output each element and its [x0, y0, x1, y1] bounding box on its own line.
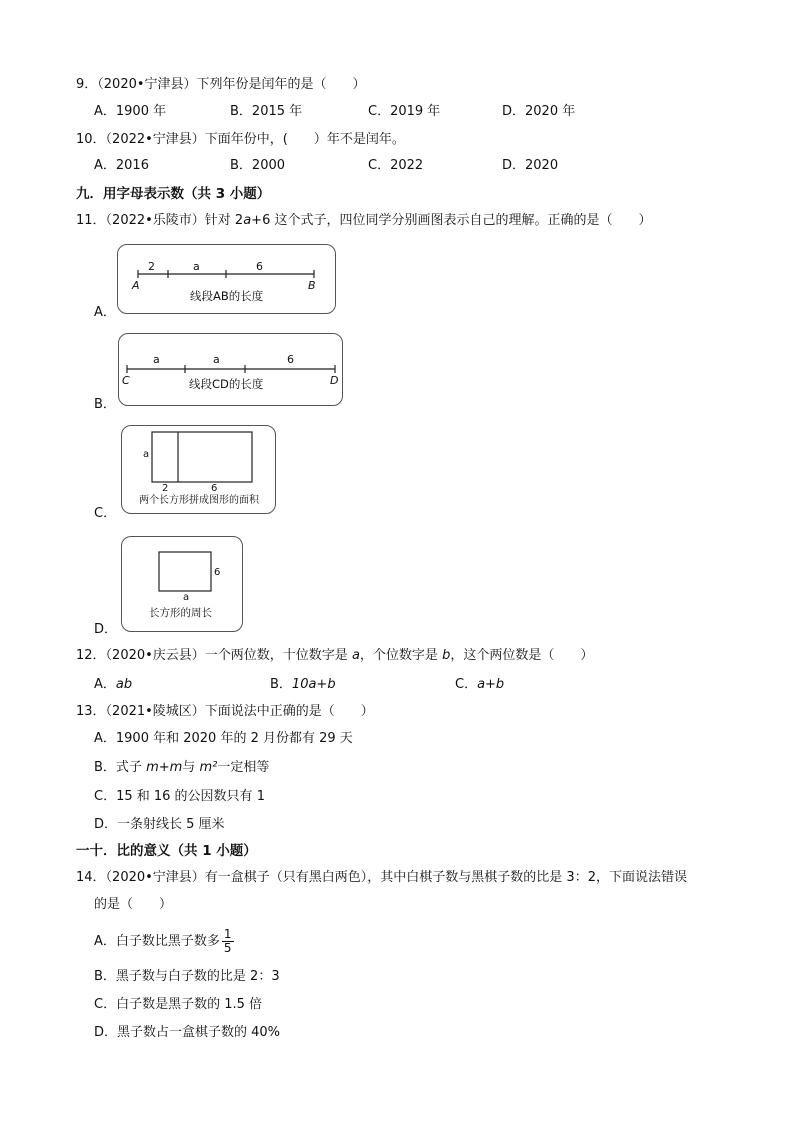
q14-option-c: C．白子数是黑子数的 1.5 倍: [94, 997, 263, 1012]
question-13-stem: 13．（2021•陵城区）下面说法中正确的是（ ）: [76, 704, 374, 719]
q13-option-b-expr2: m²: [199, 760, 218, 775]
figure-c-caption: 两个长方形拼成图形的面积: [139, 495, 259, 506]
question-9-stem: 9．（2020•宁津县）下列年份是闰年的是（ ）: [76, 77, 366, 92]
q13-option-d: D．一条射线长 5 厘米: [94, 817, 225, 832]
figure-b-label-6: 6: [287, 353, 294, 366]
figure-b-point-d: D: [330, 374, 339, 387]
question-10-stem: 10．（2022•宁津县）下面年份中，( ）年不是闰年。: [76, 132, 405, 147]
figure-c-label-a: a: [143, 449, 150, 460]
figure-c: [121, 425, 276, 514]
q12-option-a-label: A．: [94, 677, 116, 692]
q12-var-b: b: [442, 648, 451, 663]
figure-a-point-b: B: [308, 279, 316, 292]
q12-stem-mid: ，个位数字是: [359, 648, 438, 663]
q9-option-a: A．1900 年: [94, 104, 167, 119]
figure-b-caption: 线段CD的长度: [189, 377, 264, 391]
q9-option-c: C．2019 年: [368, 104, 441, 119]
figure-d-label-a: a: [183, 592, 190, 603]
q11-stem-var: a: [243, 213, 252, 228]
q12-option-b: [270, 676, 336, 694]
figure-a-label-2: 2: [148, 260, 155, 273]
figure-c-label-2: 2: [162, 483, 169, 494]
q13-option-b-pre: B．式子: [94, 760, 142, 775]
q12-option-c-value: a+b: [477, 677, 505, 692]
q13-option-b-post: 一定相等: [217, 760, 270, 775]
q12-option-a: [94, 676, 132, 694]
figure-a-label-6: 6: [256, 260, 263, 273]
q13-option-c: C．15 和 16 的公因数只有 1: [94, 789, 265, 804]
figure-b-segment: [119, 334, 342, 405]
q14-option-d: D．黑子数占一盒棋子数的 40%: [94, 1025, 281, 1040]
q13-option-a: A．1900 年和 2020 年的 2 月份都有 29 天: [94, 731, 353, 746]
figure-d-label-6: 6: [214, 567, 221, 578]
q14-option-a-text: A．白子数比黑子数多: [94, 934, 220, 949]
q12-option-c: [455, 676, 504, 694]
figure-a-point-a: A: [132, 279, 140, 292]
q12-option-a-value: ab: [115, 677, 133, 692]
figure-b-label-a2: a: [213, 353, 220, 366]
question-14-stem-line2: 的是（ ）: [94, 897, 173, 912]
question-11-stem: [76, 212, 651, 230]
q11-stem-post: +6 这个式子，四位同学分别画图表示自己的理解。正确的是（ ）: [251, 213, 652, 228]
q12-stem-pre: 12．（2020•庆云县）一个两位数，十位数字是: [76, 648, 348, 663]
figure-b-label-a1: a: [153, 353, 160, 366]
figure-a-caption: 线段AB的长度: [190, 289, 264, 303]
q12-stem-post: ，这个两位数是（ ）: [450, 648, 594, 663]
figure-c-label-6: 6: [211, 483, 218, 494]
q10-option-c: C．2022: [368, 158, 424, 173]
q10-option-a: A．2016: [94, 158, 149, 173]
q12-option-b-label: B．: [270, 677, 292, 692]
fraction-denominator: 5: [223, 941, 232, 955]
q11-option-d: D．: [94, 622, 118, 637]
figure-b-point-c: C: [122, 374, 130, 387]
q14-option-b: B．黑子数与白子数的比是 2：3: [94, 969, 280, 984]
q9-option-d: D．2020 年: [502, 104, 576, 119]
q14-option-a: [94, 928, 234, 955]
q12-option-b-value: 10a+b: [291, 677, 336, 692]
q10-option-d: D．2020: [502, 158, 559, 173]
figure-a-label-a: a: [193, 260, 200, 273]
fraction-numerator: 1: [223, 927, 232, 941]
q13-option-b-mid: 与: [182, 760, 196, 775]
q13-option-b-expr1: m+m: [146, 760, 183, 775]
q12-option-c-label: C．: [455, 677, 478, 692]
q13-option-b: [94, 759, 269, 777]
figure-d: [121, 536, 243, 632]
q10-option-b: B．2000: [230, 158, 286, 173]
q11-stem-pre: 11．（2022•乐陵市）针对 2: [76, 213, 244, 228]
question-14-stem-line1: 14．（2020•宁津县）有一盒棋子（只有黑白两色），其中白棋子数与黑棋子数的比是 3：2，下面说法错误: [76, 870, 687, 885]
section-10-title: 一十．比的意义（共 1 小题）: [76, 843, 257, 859]
question-12-stem: [76, 647, 593, 665]
q11-option-a: A．: [94, 305, 116, 320]
q12-var-a: a: [351, 648, 360, 663]
figure-a: [117, 244, 336, 314]
q11-option-b: B．: [94, 397, 116, 412]
q11-option-c: C．: [94, 506, 117, 521]
q14-option-a-fraction: [222, 928, 234, 955]
section-9-title: 九．用字母表示数（共 3 小题）: [76, 186, 271, 202]
figure-b: [118, 333, 343, 406]
q9-option-b: B．2015 年: [230, 104, 303, 119]
figure-d-caption: 长方形的周长: [149, 607, 212, 619]
